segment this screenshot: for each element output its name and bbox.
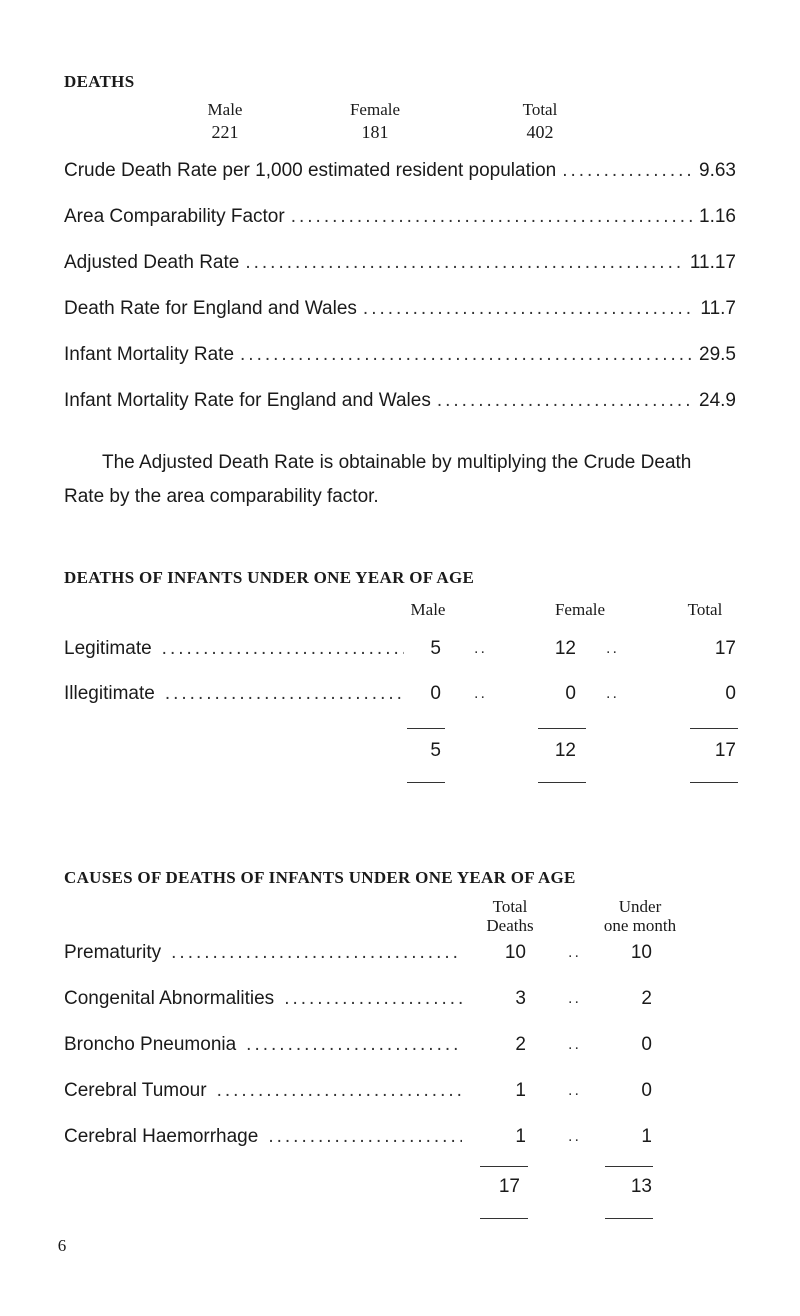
stat-row-area-comparability [64, 206, 736, 228]
cause-tumour-total: 1 [515, 1080, 526, 1101]
cause-broncho-total: 2 [515, 1034, 526, 1055]
separator: .. [568, 990, 581, 1007]
infant-total-female: 12 [554, 740, 576, 761]
cause-congenital-total: 3 [515, 988, 526, 1009]
separator: .. [568, 1082, 581, 1099]
causes-heading: CAUSES OF DEATHS OF INFANTS UNDER ONE YEAR OF AGE [64, 868, 576, 887]
deaths-heading: DEATHS [64, 72, 135, 91]
cause-prematurity-total: 10 [504, 942, 526, 963]
cause-row-broncho-label: Broncho Pneumonia ..... [64, 1034, 462, 1056]
cause-row-haemorrhage-label: Cerebral Haemorrhage ..... [64, 1126, 462, 1148]
separator: .. [606, 640, 619, 657]
rule [480, 1166, 528, 1167]
deaths-total-value: 402 [526, 122, 554, 142]
adjusted-rate-note: The Adjusted Death Rate is obtainable by multiplying the Crude Death Rate by the area comparability factor. [64, 452, 692, 507]
stat-value: 1.16 [699, 206, 736, 227]
rule [605, 1166, 653, 1167]
infant-legitimate-female: 12 [554, 638, 576, 659]
infant-female-header: Female [554, 600, 606, 619]
deaths-total-header: Total [522, 100, 558, 119]
stat-label: Area Comparability Factor [64, 206, 285, 227]
deaths-male-header: Male [207, 100, 243, 119]
cause-row-tumour-label: Cerebral Tumour ..... [64, 1080, 462, 1102]
causes-total-deaths-sum: 17 [498, 1176, 520, 1197]
stat-label: Infant Mortality Rate [64, 344, 235, 365]
infant-legitimate-total: 17 [714, 638, 736, 659]
infant-total-header: Total [687, 600, 723, 619]
stat-row-infant-mortality-england-wales [64, 390, 736, 412]
rule [690, 728, 738, 729]
infant-row-illegitimate-label: Illegitimate ..... [64, 683, 404, 705]
separator: .. [474, 685, 487, 702]
stat-value: 29.5 [699, 344, 736, 365]
cause-broncho-under: 0 [641, 1034, 652, 1055]
stat-label: Death Rate for England and Wales [64, 298, 357, 319]
deaths-female-header: Female [349, 100, 401, 119]
stat-label: Infant Mortality Rate for England and Wales [64, 390, 431, 411]
separator: .. [568, 944, 581, 961]
stat-value: 11.7 [700, 298, 736, 319]
deaths-female-value: 181 [361, 122, 389, 142]
rule [605, 1218, 653, 1219]
page-number: 6 [57, 1236, 67, 1255]
separator: .. [568, 1036, 581, 1053]
rule [538, 782, 586, 783]
infant-illegitimate-female: 0 [565, 683, 576, 704]
separator: .. [606, 685, 619, 702]
rule [407, 782, 445, 783]
stat-row-crude-death-rate [64, 160, 736, 182]
infant-illegitimate-total: 0 [725, 683, 736, 704]
rule [480, 1218, 528, 1219]
causes-under-one-month-header: Under one month [603, 897, 677, 935]
separator: .. [568, 1128, 581, 1145]
infant-male-header: Male [410, 600, 446, 619]
cause-congenital-under: 2 [641, 988, 652, 1009]
rule [538, 728, 586, 729]
cause-haemorrhage-total: 1 [515, 1126, 526, 1147]
rule [690, 782, 738, 783]
stat-row-england-wales-death-rate [64, 298, 736, 320]
stat-row-adjusted-death-rate [64, 252, 736, 274]
rule [407, 728, 445, 729]
cause-haemorrhage-under: 1 [641, 1126, 652, 1147]
causes-total-deaths-header: Total Deaths [486, 897, 534, 935]
infant-deaths-heading: DEATHS OF INFANTS UNDER ONE YEAR OF AGE [64, 568, 475, 587]
infant-legitimate-male: 5 [430, 638, 441, 659]
stat-value: 24.9 [699, 390, 736, 411]
infant-illegitimate-male: 0 [430, 683, 441, 704]
infant-total-total: 17 [714, 740, 736, 761]
causes-under-one-month-sum: 13 [630, 1176, 652, 1197]
stat-value: 9.63 [699, 160, 736, 181]
stat-label: Adjusted Death Rate [64, 252, 240, 273]
cause-tumour-under: 0 [641, 1080, 652, 1101]
stat-value: 11.17 [689, 252, 736, 273]
cause-row-prematurity-label: Prematurity ..... [64, 942, 462, 964]
deaths-male-value: 221 [211, 122, 239, 142]
stat-label: Crude Death Rate per 1,000 estimated resident population [64, 160, 557, 181]
separator: .. [474, 640, 487, 657]
infant-row-legitimate-label: Legitimate ..... [64, 638, 404, 660]
infant-total-male: 5 [430, 740, 441, 761]
cause-row-congenital-label: Congenital Abnormalities ..... [64, 988, 462, 1010]
stat-row-infant-mortality [64, 344, 736, 366]
cause-prematurity-under: 10 [630, 942, 652, 963]
